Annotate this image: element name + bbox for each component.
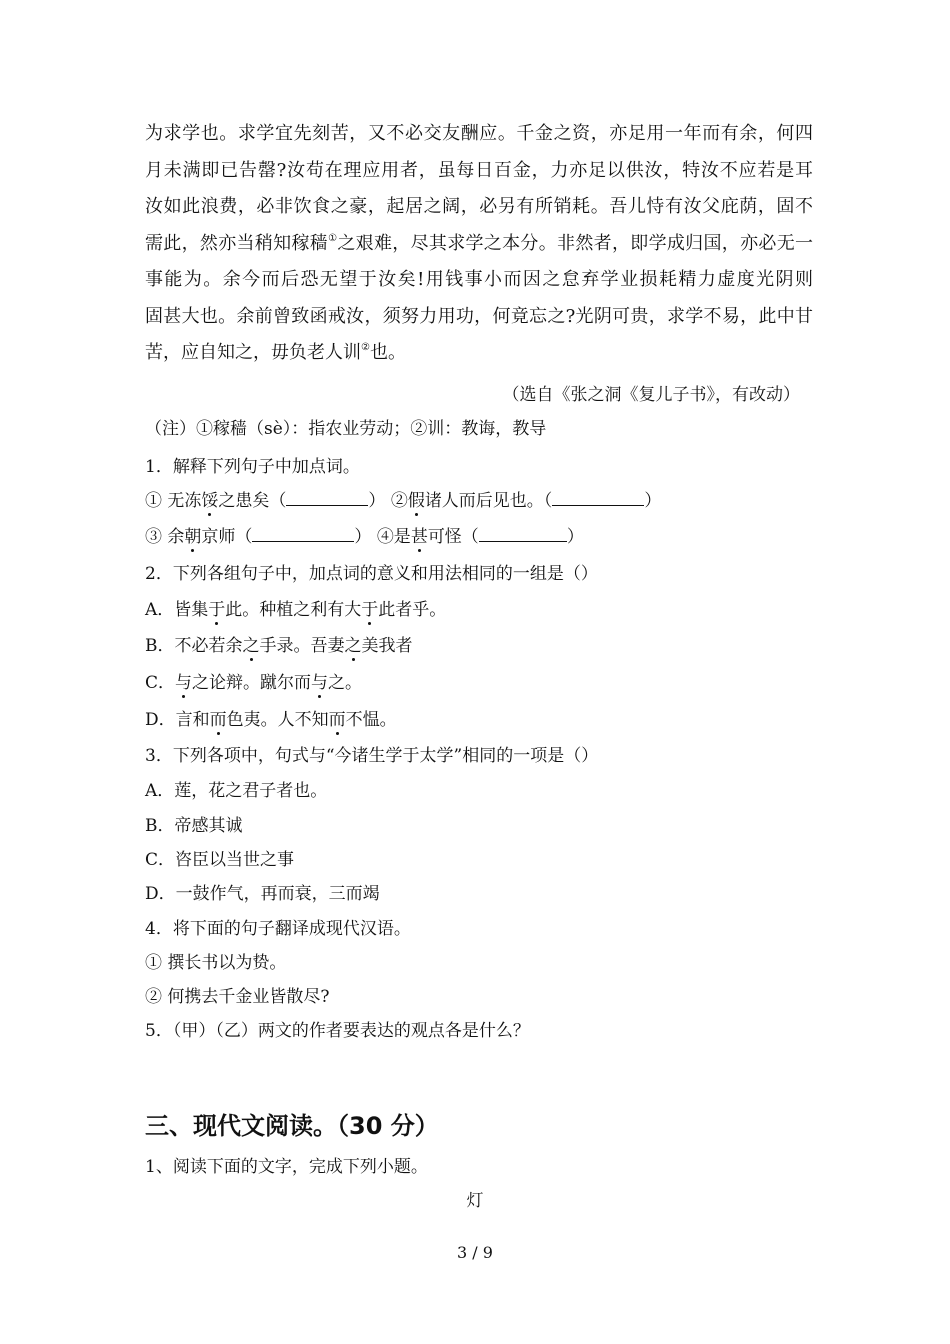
text-segment: 不愠。 — [345, 710, 397, 730]
footnote-marker: ② — [361, 342, 370, 353]
text-segment: 也。 — [369, 342, 406, 363]
answer-blank[interactable] — [479, 523, 567, 542]
source-citation: （选自《张之洞《复儿子书》，有改动） — [502, 385, 800, 405]
text-segment: 此。种植之利有大 — [225, 600, 362, 620]
text-segment: C． — [145, 673, 176, 693]
question-3-option-c: C．咨臣以当世之事 — [145, 850, 295, 870]
question-2-option-d — [145, 705, 397, 730]
footnote-marker: ① — [328, 232, 338, 244]
question-2-option-b — [145, 631, 413, 656]
text-segment: ④是 — [376, 527, 411, 547]
article-title: 灯 — [466, 1191, 484, 1211]
text-segment: 之艰难，尽其求学之本分。非然者，即学成归国，亦必无一 — [337, 232, 814, 254]
text-segment: 京师（ — [201, 527, 253, 547]
passage — [145, 116, 813, 372]
section-intro: 1、阅读下面的文字，完成下列小题。 — [145, 1157, 428, 1177]
dotted-word: 于 — [208, 595, 225, 620]
passage-line: 固甚大也。余前曾致函戒汝，须努力用功，何竟忘之?光阴可贵，求学不易，此中甘 — [145, 305, 813, 327]
dotted-word: 之 — [243, 631, 260, 656]
question-3-option-b: B．帝感其诚 — [145, 816, 243, 836]
text-segment: 色夷。人不知 — [226, 710, 329, 730]
question-1-title: 1．解释下列句子中加点词。 — [145, 457, 360, 477]
question-1-row-2 — [145, 522, 584, 547]
text-segment: ） — [368, 491, 386, 511]
footnote: （注）①稼穑（sè）：指农业劳动；②训：教诲，教导 — [145, 419, 547, 439]
passage-line: 汝如此浪费，必非饮食之豪，起居之阔，必另有所销耗。吾儿恃有汝父庇荫，固不 — [145, 196, 813, 217]
text-segment: 之论辩。蹴尔而 — [192, 673, 312, 693]
question-4-item-2: ② 何携去千金业皆散尽? — [145, 987, 330, 1007]
answer-blank[interactable] — [252, 523, 354, 542]
text-segment: A．皆集 — [145, 600, 209, 620]
text-segment: ） — [354, 527, 372, 547]
text-segment: 苦，应自知之，毋负老人训 — [145, 342, 361, 363]
question-3-title: 3．下列各项中，句式与“今诸生学于太学”相同的一项是（） — [145, 746, 599, 766]
text-segment: ① 无冻 — [145, 491, 202, 511]
answer-blank[interactable] — [286, 487, 368, 506]
text-segment: 诸人而后见也。（ — [424, 491, 553, 511]
question-4-item-1: ① 撰长书以为贽。 — [145, 953, 287, 973]
passage-line — [145, 335, 813, 372]
passage-line: 为求学也。求学宜先刻苦，又不必交友酬应。千金之资，亦足用一年而有余，何四 — [145, 123, 813, 144]
text-segment: 美我者 — [361, 636, 413, 656]
text-segment: 手录。吾妻 — [259, 636, 345, 656]
dotted-word: 甚 — [411, 522, 428, 547]
question-2-title: 2．下列各组句子中，加点词的意义和用法相同的一组是（） — [145, 564, 598, 584]
dotted-word: 而 — [210, 705, 227, 730]
question-5-title: 5．（甲）（乙）两文的作者要表达的观点各是什么？ — [145, 1021, 530, 1041]
text-segment: ） — [566, 527, 584, 547]
question-1-row-1 — [145, 486, 661, 511]
passage-line: 月未满即已告罄?汝苟在理应用者，虽每日百金，力亦足以供汝，特汝不应若是耳 — [145, 159, 813, 181]
passage-line: 事能为。余今而后恐无望于汝矣!用钱事小而因之怠弃学业损耗精力虚度光阴则 — [145, 269, 813, 290]
text-segment: 需此，然亦当稍知稼穑 — [145, 232, 329, 254]
text-segment: 之患矣（ — [218, 491, 287, 511]
question-2-option-c — [145, 668, 362, 693]
question-4-title: 4．将下面的句子翻译成现代汉语。 — [145, 919, 411, 939]
text-segment: 可怪（ — [427, 527, 479, 547]
text-segment: ） — [644, 491, 662, 511]
answer-blank[interactable] — [552, 487, 644, 506]
text-segment: ② — [390, 491, 408, 511]
dotted-word: 与 — [311, 668, 328, 693]
text-segment: ③ 余 — [145, 527, 185, 547]
dotted-word: 于 — [361, 595, 378, 620]
dotted-word: 而 — [329, 705, 346, 730]
dotted-word: 之 — [345, 631, 362, 656]
dotted-word: 假 — [408, 486, 425, 511]
text-segment: B．不必若余 — [145, 636, 243, 656]
text-segment: 此者乎。 — [378, 600, 447, 620]
text-segment: 之。 — [328, 673, 363, 693]
question-3-option-a: A．莲，花之君子者也。 — [145, 781, 328, 801]
dotted-word: 朝 — [184, 522, 201, 547]
question-3-option-d: D．一鼓作气，再而衰，三而竭 — [145, 884, 380, 904]
question-2-option-a — [145, 595, 446, 620]
page-number: 3 / 9 — [457, 1243, 493, 1262]
dotted-word: 与 — [175, 668, 192, 693]
passage-line — [145, 226, 813, 263]
text-segment: D．言和 — [145, 710, 210, 730]
section-heading: 三、现代文阅读。（30 分） — [145, 1112, 439, 1140]
dotted-word: 馁 — [201, 486, 218, 511]
